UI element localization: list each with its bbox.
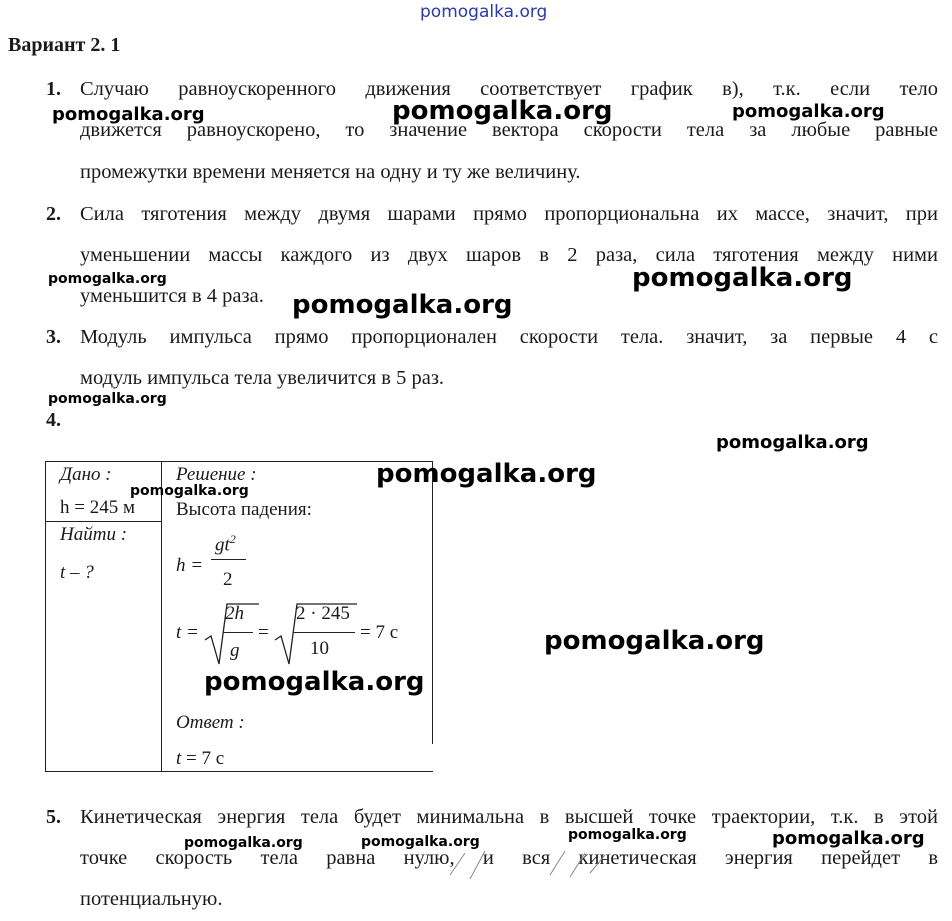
watermark: pomogalka.org [184,835,303,851]
formula-2-num-2: 2 · 245 [296,603,350,624]
formula-1-denominator: 2 [223,569,233,590]
watermark: pomogalka.org [716,432,869,453]
item-3-line-2: модуль импульса тела увеличится в 5 раз. [80,367,445,389]
watermark: pomogalka.org [732,101,885,122]
scribble-mark [440,845,620,885]
given-label: Дано : [60,464,112,485]
formula-2-bar-2 [293,632,355,633]
item-1-line-3: промежутки времени меняется на одну и ту же величину. [80,161,581,183]
formula-1-lhs: h = [176,555,204,576]
answer-value: t = 7 с [176,748,225,769]
item-2-line-1: Сила тяготения между двумя шарами прямо пропорциональна их массе, значит, при [80,203,938,225]
formula-2-lhs: t = [176,622,199,643]
watermark: pomogalka.org [544,626,765,656]
watermark: pomogalka.org [392,96,613,126]
formula-2-eq: = [258,622,269,643]
item-1-line-2: движется равноускорено, то значение вектора скорости тела за любые равные [80,119,938,141]
given-value: h = 245 м [60,497,135,518]
watermark: pomogalka.org [204,667,425,697]
watermark: pomogalka.org [632,263,853,293]
formula-2-den-2: 10 [310,638,329,659]
watermark: pomogalka.org [48,271,167,287]
answer-var: t [176,748,182,769]
watermark: pomogalka.org [361,834,480,850]
item-number-4: 4. [46,409,61,431]
formula-1-exponent: 2 [229,532,236,546]
variant-title: Вариант 2. 1 [8,34,121,56]
formula-2-bar-1 [223,632,253,633]
formula-2-result: = 7 с [360,622,399,643]
answer-label: Ответ : [176,712,245,733]
item-5-line-1: Кинетическая энергия тела будет минимальна в высшей точке траектории, т.к. в этой [80,806,938,828]
solution-label: Решение : [176,464,257,485]
find-label: Найти : [60,524,128,545]
item-2-line-3: уменьшится в 4 раза. [80,285,264,307]
item-number-2: 2. [46,203,61,225]
watermark: pomogalka.org [772,828,925,849]
solution-text: Высота падения: [176,499,312,520]
watermark: pomogalka.org [52,104,205,125]
item-3-line-1: Модуль импульса прямо пропорционален скорости тела. значит, за первые 4 с [80,326,938,348]
item-5-line-3: потенциальную. [80,888,223,910]
table-column-divider [161,461,162,772]
watermark: pomogalka.org [292,290,513,320]
watermark: pomogalka.org [130,483,249,499]
item-5-line-2: точке скорость тела равна нулю, и вся кинетическая энергия перейдет в [80,847,938,869]
formula-1-numerator: $gt^2$ [215,532,236,556]
item-number-1: 1. [46,78,61,100]
item-number-5: 5. [46,806,61,828]
item-2-line-2: уменьшении массы каждого из двух шаров в 2 раза, сила тяготения между ними [80,244,938,266]
watermark: pomogalka.org [568,827,687,843]
find-value: t – ? [60,562,94,583]
header-watermark: pomogalka.org [420,2,548,22]
formula-2-den-1: g [230,640,240,661]
formula-1-fraction-bar [211,559,246,560]
item-1-line-1: Случаю равноускоренного движения соответствует график в), т.к. если тело [80,78,938,100]
table-right-border [432,461,433,744]
watermark: pomogalka.org [48,391,167,407]
formula-2-num-1: 2h [225,603,244,624]
item-number-3: 3. [46,326,61,348]
table-row-divider [45,521,161,522]
watermark: pomogalka.org [376,459,597,489]
